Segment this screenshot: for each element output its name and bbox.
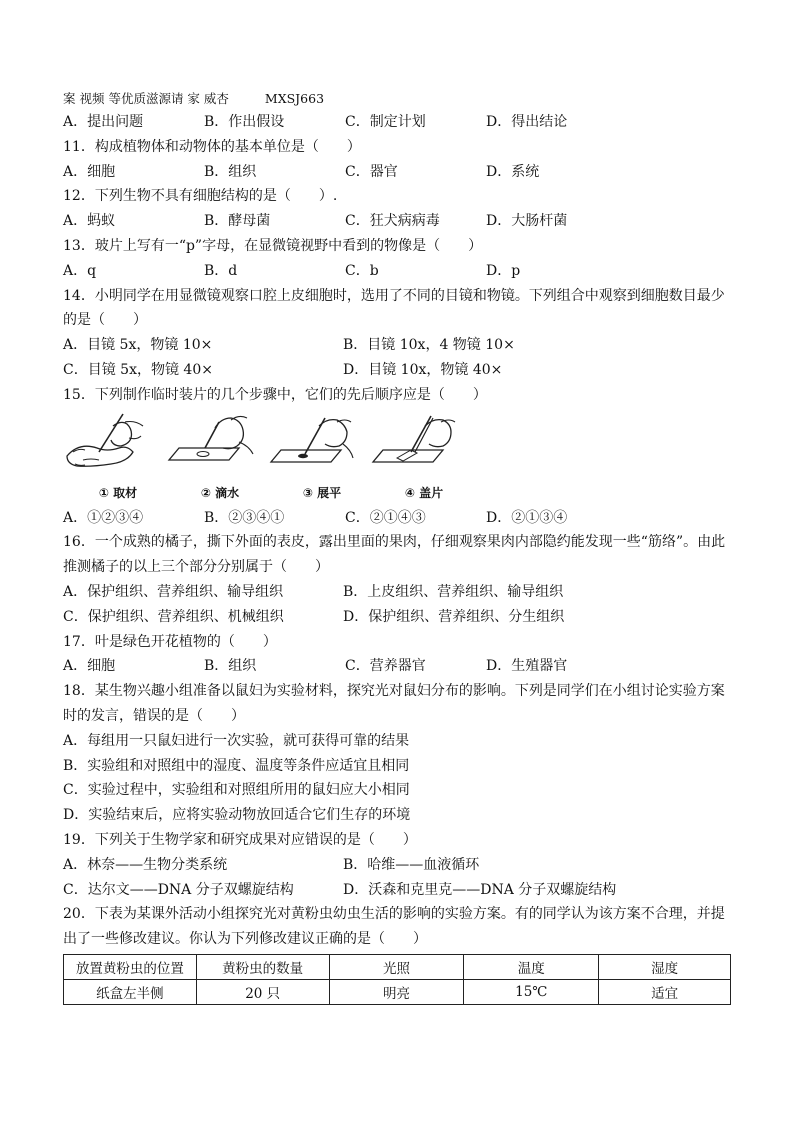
option[interactable]: B．目镜 10x，4 物镜 10×: [343, 337, 515, 354]
option[interactable]: A．保护组织、营养组织、输导组织: [63, 583, 284, 600]
option[interactable]: A．林奈——生物分类系统: [63, 856, 228, 873]
needle-spread-icon: [267, 408, 377, 483]
option[interactable]: C．达尔文——DNA 分子双螺旋结构: [63, 881, 294, 898]
q14-options-row1: [63, 333, 731, 358]
option[interactable]: B．②③④①: [204, 509, 285, 526]
option[interactable]: A．目镜 5x，物镜 10×: [63, 337, 213, 354]
tweezers-cover-icon: [369, 408, 479, 483]
q16-stem-line1: 16．一个成熟的橘子，撕下外面的表皮，露出里面的果肉，仔细观察果肉内部隐约能发现一些“筋络”。由此: [63, 534, 726, 551]
option[interactable]: A．细胞: [63, 658, 116, 675]
q10-options: [63, 110, 731, 135]
q17-stem: 17．叶是绿色开花植物的（ ）: [63, 633, 277, 650]
table-header-cell: 湿度: [599, 954, 731, 979]
q14-options-row2: [63, 358, 731, 383]
table-row: [64, 979, 731, 1004]
option[interactable]: A．提出问题: [63, 114, 144, 130]
step-drip-figure: [165, 408, 275, 506]
option[interactable]: D．系统: [486, 163, 540, 180]
option[interactable]: B．d: [204, 262, 238, 279]
table-header-cell: 黄粉虫的数量: [196, 954, 329, 979]
option[interactable]: C．狂犬病病毒: [345, 213, 440, 230]
table-header-cell: 温度: [464, 954, 599, 979]
option[interactable]: D．p: [486, 262, 521, 279]
figure-caption: ④ 盖片: [404, 485, 444, 500]
q11-stem: 11．构成植物体和动物体的基本单位是（ ）: [63, 138, 361, 155]
table-cell: 适宜: [599, 979, 731, 1004]
option[interactable]: B．组织: [204, 658, 257, 675]
step-cover-figure: [369, 408, 479, 506]
q17-options: [63, 654, 731, 679]
option[interactable]: D．②①③④: [486, 509, 568, 526]
option[interactable]: D．保护组织、营养组织、分生组织: [343, 608, 565, 625]
figure-caption: ③ 展平: [302, 485, 342, 500]
q12-stem: 12．下列生物不具有细胞结构的是（ ）.: [63, 188, 338, 205]
q19-options-row2: [63, 878, 731, 903]
table-header-row: [64, 954, 731, 979]
step-spread-figure: [267, 408, 377, 506]
option[interactable]: C．保护组织、营养组织、机械组织: [63, 608, 284, 625]
q13-stem: 13．玻片上写有一“p”字母，在显微镜视野中看到的物像是（ ）: [63, 237, 483, 254]
option[interactable]: C．器官: [345, 163, 398, 180]
experiment-table: [63, 954, 731, 1005]
q20-stem-line2: 出了一些修改建议。你认为下列修改建议正确的是（ ）: [63, 931, 427, 948]
table-cell: 明亮: [329, 979, 464, 1004]
q18-stem-line2: 时的发言，错误的是（ ）: [63, 707, 245, 724]
q14-stem-line2: 的是（ ）: [63, 312, 147, 329]
option[interactable]: A．每组用一只鼠妇进行一次实验，就可获得可靠的结果: [63, 732, 410, 749]
option[interactable]: C．制定计划: [345, 114, 426, 130]
q19-options-row1: [63, 853, 731, 878]
option[interactable]: A．蚂蚁: [63, 213, 116, 230]
option[interactable]: D．大肠杆菌: [486, 213, 568, 230]
option[interactable]: C．目镜 5x，物镜 40×: [63, 361, 213, 378]
table-cell: 15℃: [464, 979, 599, 1004]
option[interactable]: D．得出结论: [486, 114, 568, 130]
q11-options: [63, 160, 731, 185]
option[interactable]: B．上皮组织、营养组织、输导组织: [343, 583, 564, 600]
exam-page: [63, 88, 731, 1005]
q19-stem: 19．下列关于生物学家和研究成果对应错误的是（ ）: [63, 831, 417, 848]
q14-stem-line1: 14．小明同学在用显微镜观察口腔上皮细胞时，选用了不同的目镜和物镜。下列组合中观察到细胞数目最少: [63, 287, 725, 304]
option[interactable]: C．实验过程中，实验组和对照组所用的鼠妇应大小相同: [63, 782, 410, 799]
q15-stem: 15．下列制作临时装片的几个步骤中，它们的先后顺序应是（ ）: [63, 386, 487, 403]
header-code: MXSJ663: [264, 91, 325, 106]
option[interactable]: C．②①④③: [345, 509, 426, 526]
hand-scraping-icon: [63, 408, 173, 483]
q16-options-row2: [63, 605, 731, 630]
option[interactable]: A．q: [63, 262, 97, 279]
option[interactable]: B．作出假设: [204, 114, 285, 130]
option[interactable]: C．b: [345, 262, 379, 279]
option[interactable]: B．实验组和对照组中的湿度、温度等条件应适宜且相同: [63, 757, 410, 774]
option[interactable]: B．哈维——血液循环: [343, 856, 480, 873]
option[interactable]: A．①②③④: [63, 509, 144, 526]
table-cell: 纸盒左半侧: [64, 979, 197, 1004]
table-header-cell: 放置黄粉虫的位置: [64, 954, 197, 979]
q20-stem-line1: 20．下表为某课外活动小组探究光对黄粉虫幼虫生活的影响的实验方案。有的同学认为该方案不合理，并提: [63, 906, 725, 923]
step-scrape-figure: [63, 408, 173, 506]
option[interactable]: B．酵母菌: [204, 213, 271, 230]
q18-stem-line1: 18．某生物兴趣小组准备以鼠妇为实验材料，探究光对鼠妇分布的影响。下列是同学们在小组讨论实验方案: [63, 683, 725, 700]
option[interactable]: D．生殖器官: [486, 658, 568, 675]
q13-options: [63, 259, 731, 284]
slide-steps-figure: [63, 408, 731, 506]
q15-options: [63, 506, 731, 531]
option[interactable]: C．营养器官: [345, 658, 426, 675]
option[interactable]: D．沃森和克里克——DNA 分子双螺旋结构: [343, 881, 617, 898]
dropper-icon: [165, 408, 275, 483]
header-text: 案 视频 等优质滋源请 家 威杏: [63, 91, 229, 106]
option[interactable]: B．组织: [204, 163, 257, 180]
q12-options: [63, 209, 731, 234]
table-header-cell: 光照: [329, 954, 464, 979]
header-line: [63, 88, 731, 110]
table-cell: 20 只: [196, 979, 329, 1004]
q16-stem-line2: 推测橘子的以上三个部分分别属于（ ）: [63, 559, 329, 576]
option[interactable]: A．细胞: [63, 163, 116, 180]
option[interactable]: D．实验结束后，应将实验动物放回适合它们生存的环境: [63, 807, 411, 824]
figure-caption: ② 滴水: [200, 485, 240, 500]
option[interactable]: D．目镜 10x，物镜 40×: [343, 361, 503, 378]
q16-options-row1: [63, 580, 731, 605]
figure-caption: ① 取材: [98, 485, 138, 500]
